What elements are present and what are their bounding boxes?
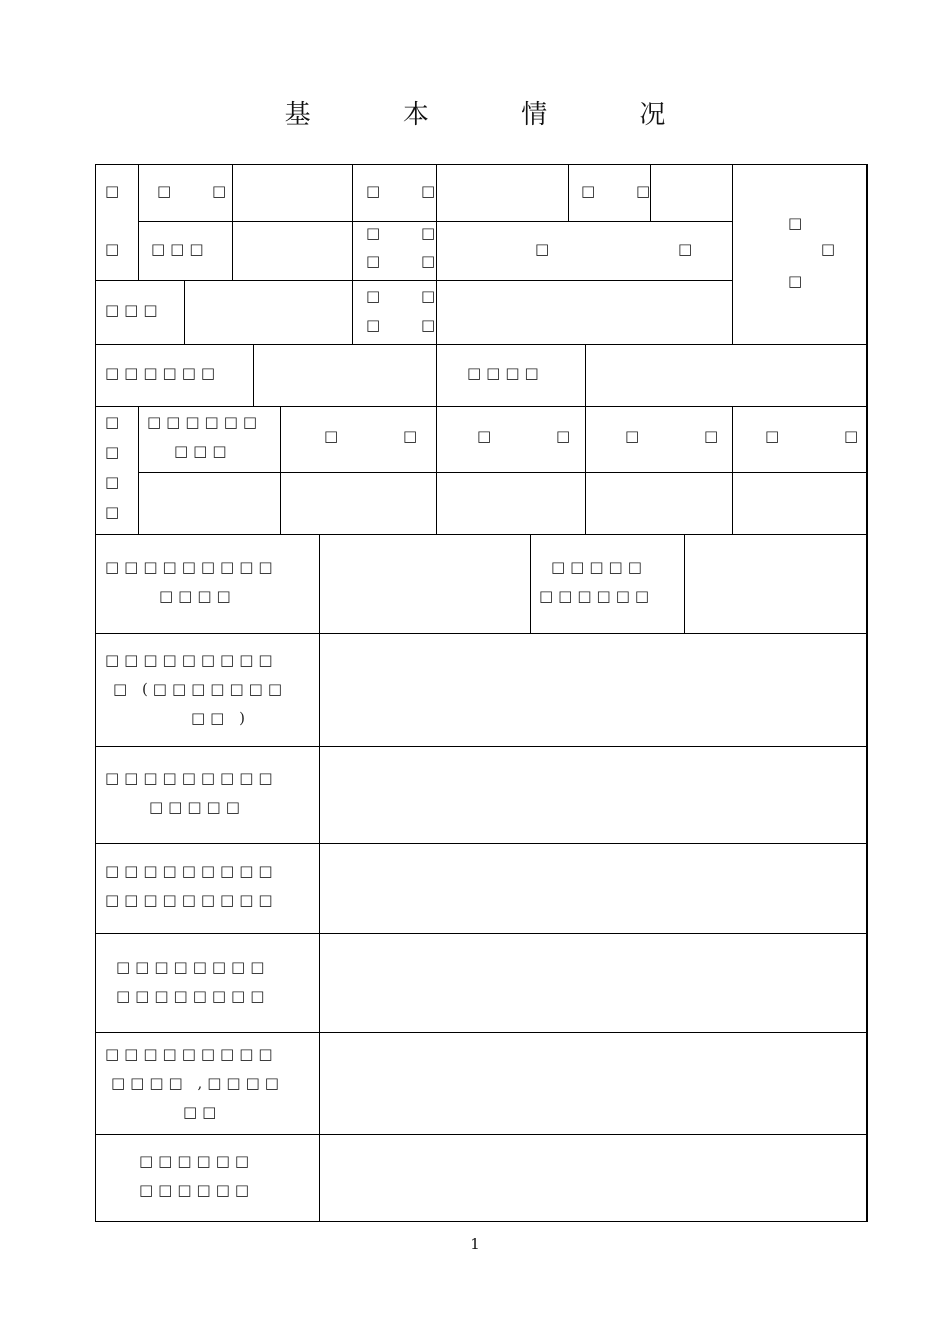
birth-date-field[interactable]: □ □ □ xyxy=(535,240,898,258)
row5-vertical-label-2: □ xyxy=(105,443,125,461)
row7-label-l2: □ (□□□□□□□ xyxy=(113,680,287,698)
rule xyxy=(352,164,353,344)
row6-field-right[interactable] xyxy=(685,535,866,633)
row5-col4-header: □ □ xyxy=(765,427,889,445)
row10-label-l1: □□□□□□□□ xyxy=(116,958,270,976)
name-label: □ □ xyxy=(157,182,245,200)
vertical-label-top: □ xyxy=(105,182,125,200)
gender-field[interactable] xyxy=(437,165,568,221)
row10-label-l2: □□□□□□□□ xyxy=(116,987,270,1005)
row4-label-right: □□□□ xyxy=(467,364,544,382)
row5-vertical-label-4: □ xyxy=(105,503,125,521)
vertical-label-bottom: □ xyxy=(105,240,125,258)
rule xyxy=(568,164,569,221)
row5-col2-header: □ □ xyxy=(477,427,601,445)
row4-field-left[interactable] xyxy=(254,345,436,406)
age-label: □ □ xyxy=(581,182,669,200)
row12-field[interactable] xyxy=(320,1135,866,1221)
row5-field-5[interactable] xyxy=(733,473,866,534)
row3-mid-field[interactable] xyxy=(437,281,732,344)
row11-label-l2: □□□□ ,□□□□ xyxy=(111,1074,284,1092)
row9-field[interactable] xyxy=(320,844,866,933)
row4-field-right[interactable] xyxy=(586,345,866,406)
row5-field-3[interactable] xyxy=(437,473,585,534)
former-name-field[interactable] xyxy=(233,222,352,280)
rule xyxy=(138,164,139,280)
rule xyxy=(530,534,531,633)
photo-label-l2: □ xyxy=(788,272,808,290)
row5-vertical-label-1: □ xyxy=(105,413,125,431)
row11-label-l1: □□□□□□□□□ xyxy=(105,1045,278,1063)
page-number: 1 xyxy=(470,1235,480,1253)
row5-field-2[interactable] xyxy=(281,473,436,534)
row8-label-l1: □□□□□□□□□ xyxy=(105,769,278,787)
row7-label-l1: □□□□□□□□□ xyxy=(105,651,278,669)
row11-field[interactable] xyxy=(320,1033,866,1134)
row3-label: □□□ xyxy=(105,301,163,319)
former-name-label: □□□ xyxy=(151,240,209,258)
page-title: 基 本 情 况 xyxy=(284,100,708,130)
row9-label-l1: □□□□□□□□□ xyxy=(105,862,278,880)
birth-label-l1: □ □ xyxy=(366,224,454,242)
row8-field[interactable] xyxy=(320,747,866,843)
name-field[interactable] xyxy=(233,165,352,221)
row3-mid-label-l2: □ □ xyxy=(366,316,454,334)
form-right-border xyxy=(866,164,868,1222)
row6-label-l2: □□□□ xyxy=(159,587,236,605)
row6-mid-label-l1: □□□□□ xyxy=(551,558,647,576)
row5-vertical-label-3: □ xyxy=(105,473,125,491)
basic-info-form xyxy=(95,164,898,1222)
row6-label-l1: □□□□□□□□□ xyxy=(105,558,278,576)
form-left-border xyxy=(95,164,96,1222)
form-bottom-border xyxy=(95,1221,868,1222)
row5-field-4[interactable] xyxy=(586,473,732,534)
row10-field[interactable] xyxy=(320,934,866,1032)
row3-mid-label-l1: □ □ xyxy=(366,287,454,305)
age-field[interactable] xyxy=(651,165,732,221)
gender-label: □ □ xyxy=(366,182,454,200)
row11-label-l3: □□ xyxy=(183,1103,222,1121)
row5-sub-label-l2: □□□ xyxy=(174,442,232,460)
row12-label-l2: □□□□□□ xyxy=(139,1181,255,1199)
birth-label-l2: □ □ xyxy=(366,252,454,270)
row12-label-l1: □□□□□□ xyxy=(139,1152,255,1170)
row5-col3-header: □ □ xyxy=(625,427,749,445)
row5-field-1[interactable] xyxy=(139,473,280,534)
row7-label-l3: □□ ) xyxy=(191,709,250,727)
row6-mid-label-l2: □□□□□□ xyxy=(539,587,655,605)
row3-field[interactable] xyxy=(185,281,352,344)
rule xyxy=(95,406,868,407)
row5-col1-header: □ □ xyxy=(324,427,448,445)
row9-label-l2: □□□□□□□□□ xyxy=(105,891,278,909)
row5-sub-label-l1: □□□□□□ xyxy=(147,413,263,431)
row6-field-left[interactable] xyxy=(320,535,530,633)
row7-field[interactable] xyxy=(320,634,866,746)
row4-label-left: □□□□□□ xyxy=(105,364,221,382)
photo-label-l1: □ xyxy=(788,214,808,232)
row8-label-l2: □□□□□ xyxy=(149,798,245,816)
